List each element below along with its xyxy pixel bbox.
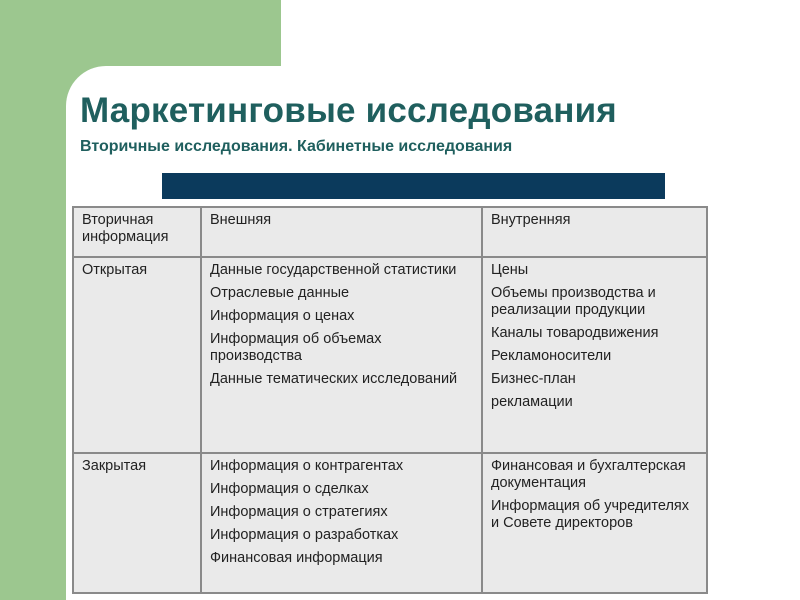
list-item: Информация об учредителях и Совете директоров	[491, 498, 690, 531]
list-item: Финансовая информация	[210, 550, 383, 566]
table-row-open	[73, 257, 707, 453]
list-item: Информация о стратегиях	[210, 504, 388, 520]
cell-closed-external	[201, 453, 482, 593]
table-row-closed	[73, 453, 707, 593]
list-item: Объемы производства и реализации продукции	[491, 285, 656, 318]
cell-open-external	[201, 257, 482, 453]
list-item: Информация о разработках	[210, 527, 399, 543]
cell-closed-internal	[482, 453, 707, 593]
row-label-closed: Закрытая	[73, 453, 201, 593]
list-item: Информация о сделках	[210, 481, 369, 497]
list-item: Информация об объемах производства	[210, 331, 382, 364]
list-item: Данные тематических исследований	[210, 371, 458, 387]
slide-subtitle: Вторичные исследования. Кабинетные исследования	[80, 138, 513, 155]
header-cell-external: Внешняя	[201, 207, 482, 257]
list-item: Данные государственной статистики	[210, 262, 457, 278]
table-header-row	[73, 207, 707, 257]
list-item: Финансовая и бухгалтерская документация	[491, 458, 686, 491]
decorative-divider-bar	[162, 173, 665, 199]
list-item: рекламации	[491, 394, 573, 410]
cell-open-internal	[482, 257, 707, 453]
list-item: Каналы товародвижения	[491, 325, 659, 341]
row-label-open: Открытая	[73, 257, 201, 453]
list-item: Информация о контрагентах	[210, 458, 404, 474]
list-item: Рекламоносители	[491, 348, 612, 364]
slide-title: Маркетинговые исследования	[80, 91, 617, 130]
list-item: Отраслевые данные	[210, 285, 350, 301]
list-item: Информация о ценах	[210, 308, 355, 324]
list-item: Цены	[491, 262, 529, 278]
header-cell-internal: Внутренняя	[482, 207, 707, 257]
secondary-information-table	[72, 206, 708, 594]
list-item: Бизнес-план	[491, 371, 576, 387]
header-cell-secondary-info: Вторичная информация	[73, 207, 201, 257]
